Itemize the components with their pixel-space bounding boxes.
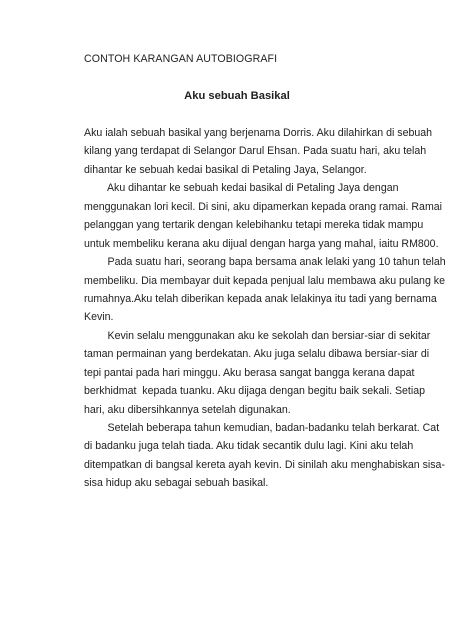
essay-line: Aku ialah sebuah basikal yang berjenama Dorris. Aku dilahirkan di sebuah — [84, 127, 433, 139]
essay-line: Kevin selalu menggunakan aku ke sekolah dan bersiar-siar di sekitar — [84, 329, 431, 342]
essay-line: sisa hidup aku sebagai sebuah basikal. — [84, 477, 269, 490]
essay-line: kilang yang terdapat di Selangor Darul Ehsan. Pada suatu hari, aku telah — [84, 145, 427, 158]
essay-title: Aku sebuah Basikal — [184, 90, 290, 102]
essay-line: Kevin. — [84, 311, 114, 324]
essay-line: tepi pantai pada hari minggu. Aku berasa sangat bangga kerana dapat — [84, 366, 415, 379]
essay-line: hari, aku dibersihkannya setelah digunakan. — [84, 403, 291, 416]
essay-line: Setelah beberapa tahun kemudian, badan-badanku telah berkarat. Cat — [84, 422, 440, 434]
essay-line: membeliku. Dia membayar duit kepada penjual lalu membawa aku pulang ke — [84, 274, 445, 287]
essay-line: rumahnya.Aku telah diberikan kepada anak lelakinya itu tadi yang bernama — [84, 292, 437, 305]
essay-line: berkhidmat kepada tuanku. Aku dijaga dengan begitu baik sekali. Setiap — [84, 385, 426, 398]
essay-line: di badanku juga telah tiada. Aku tidak secantik dulu lagi. Kini aku telah — [84, 440, 414, 453]
essay-line: dihantar ke sebuah kedai basikal di Petaling Jaya, Selangor. — [84, 163, 367, 176]
essay-line: Pada suatu hari, seorang bapa bersama anak lelaki yang 10 tahun telah — [84, 256, 446, 269]
essay-line: taman permainan yang berdekatan. Aku juga selalu dibawa bersiar-siar di — [84, 348, 430, 361]
essay-body — [84, 124, 446, 493]
essay-line: pelanggan yang tertarik dengan kelebihanku tetapi mereka tidak mampu — [84, 219, 424, 232]
essay-line: untuk membeliku kerana aku dijual dengan harga yang mahal, iaitu RM800. — [84, 237, 439, 250]
essay-line: menggunakan lori kecil. Di sini, aku dipamerkan kepada orang ramai. Ramai — [84, 200, 443, 213]
document-heading: CONTOH KARANGAN AUTOBIOGRAFI — [84, 53, 278, 65]
essay-line: ditempatkan di bangsal kereta ayah kevin. Di sinilah aku menghabiskan sisa- — [84, 458, 445, 471]
essay-line: Aku dihantar ke sebuah kedai basikal di Petaling Jaya dengan — [84, 182, 399, 195]
